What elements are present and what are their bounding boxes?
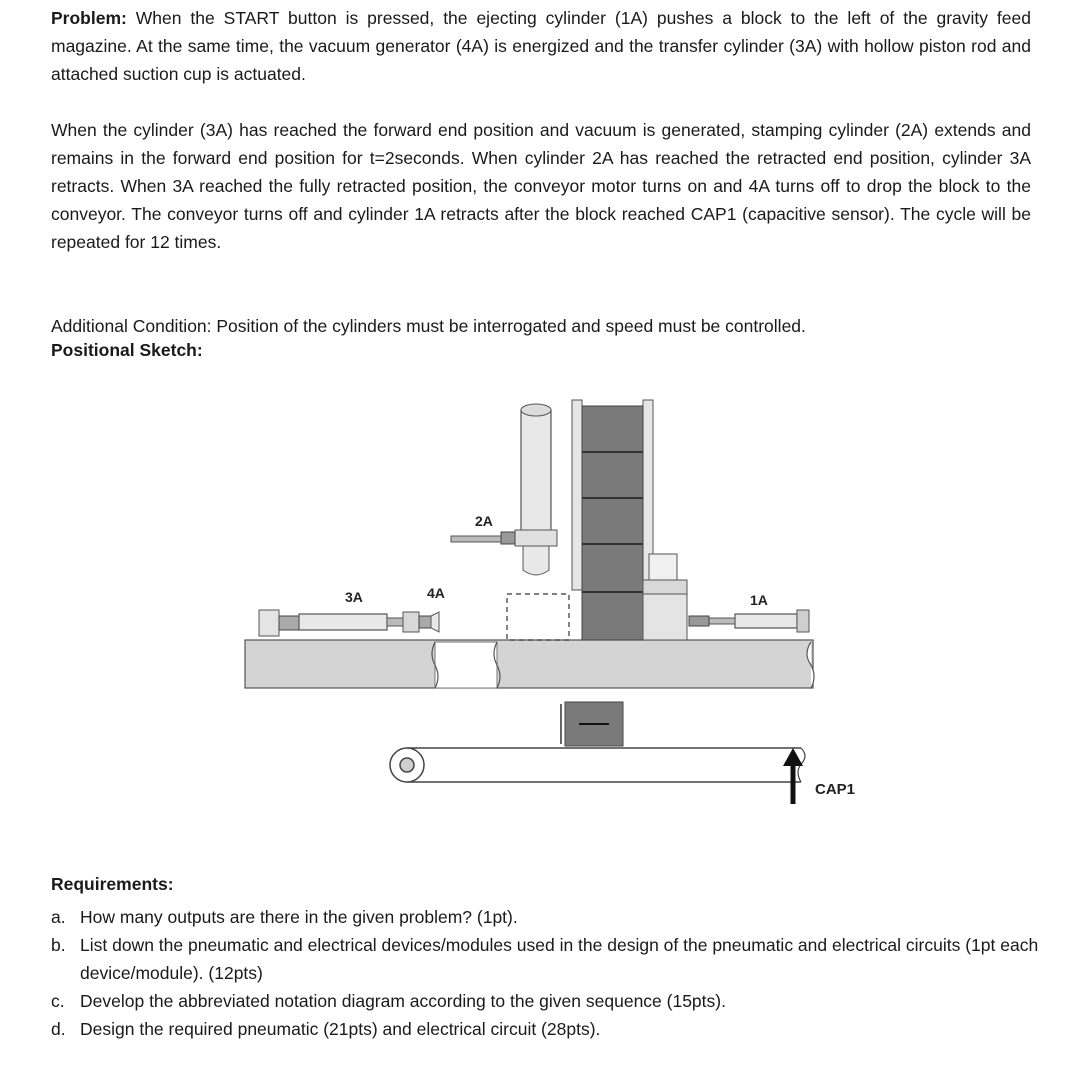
requirement-text: List down the pneumatic and electrical devices/modules used in the design of the pneumatic and electrical circuits (1pt each device/module). (12pts) <box>80 935 1039 983</box>
ejected-block-outline <box>507 594 569 640</box>
requirement-item <box>51 903 1041 931</box>
requirement-marker: a. <box>51 907 66 927</box>
requirement-text: Design the required pneumatic (21pts) and electrical circuit (28pts). <box>80 1019 601 1039</box>
label-cap1: CAP1 <box>815 781 856 798</box>
label-1a: 1A <box>750 592 768 608</box>
problem-label: Problem: <box>51 8 127 28</box>
label-3a: 3A <box>345 589 363 605</box>
label-4a: 4A <box>427 585 445 601</box>
requirement-marker: d. <box>51 1019 66 1039</box>
ejecting-cylinder-1a <box>689 610 809 632</box>
requirement-item <box>51 1015 1041 1043</box>
label-2a: 2A <box>475 513 493 529</box>
sketch-heading: Positional Sketch: <box>51 340 203 360</box>
stamping-cylinder-2a <box>451 404 557 575</box>
problem-paragraph <box>51 4 1031 88</box>
requirement-text: Develop the abbreviated notation diagram according to the given sequence (15pts). <box>80 991 726 1011</box>
requirements-list <box>51 903 1041 1043</box>
requirement-item <box>51 931 1041 987</box>
dropped-block <box>565 702 623 746</box>
additional-condition: Additional Condition: Position of the cylinders must be interrogated and speed must be controlled. <box>51 316 806 336</box>
transfer-cylinder-3a <box>259 610 403 636</box>
conveyor <box>390 748 805 782</box>
vacuum-generator-4a <box>403 612 439 632</box>
gravity-feed-magazine <box>572 400 653 640</box>
requirement-text: How many outputs are there in the given problem? (1pt). <box>80 907 518 927</box>
ejector-housing <box>643 554 687 640</box>
requirement-item <box>51 987 1041 1015</box>
requirement-marker: b. <box>51 935 66 955</box>
sequence-paragraph: When the cylinder (3A) has reached the forward end position and vacuum is generated, stamping cylinder (2A) extends and remains in the forward end position for t=2seconds. When cylinder 2A has reached the retracted end position, cylinder 3A retracts. When 3A reached the fully retracted position, the conveyor motor turns on and 4A turns off to drop the block to the conveyor. The conveyor turns off and cylinder 1A retracts after the block reached CAP1 (capacitive sensor). The cycle will be repeated for 12 times. <box>51 120 1031 252</box>
requirement-marker: c. <box>51 991 65 1011</box>
problem-text: When the START button is pressed, the ejecting cylinder (1A) pushes a block to the left of the gravity feed magazine. At the same time, the vacuum generator (4A) is energized and the transfer cylinder (3A) with hollow piston rod and attached suction cup is actuated. <box>51 8 1031 84</box>
requirements-title: Requirements: <box>51 874 174 894</box>
machine-base <box>245 640 814 688</box>
cap1-sensor <box>783 748 803 804</box>
positional-sketch <box>245 380 856 820</box>
